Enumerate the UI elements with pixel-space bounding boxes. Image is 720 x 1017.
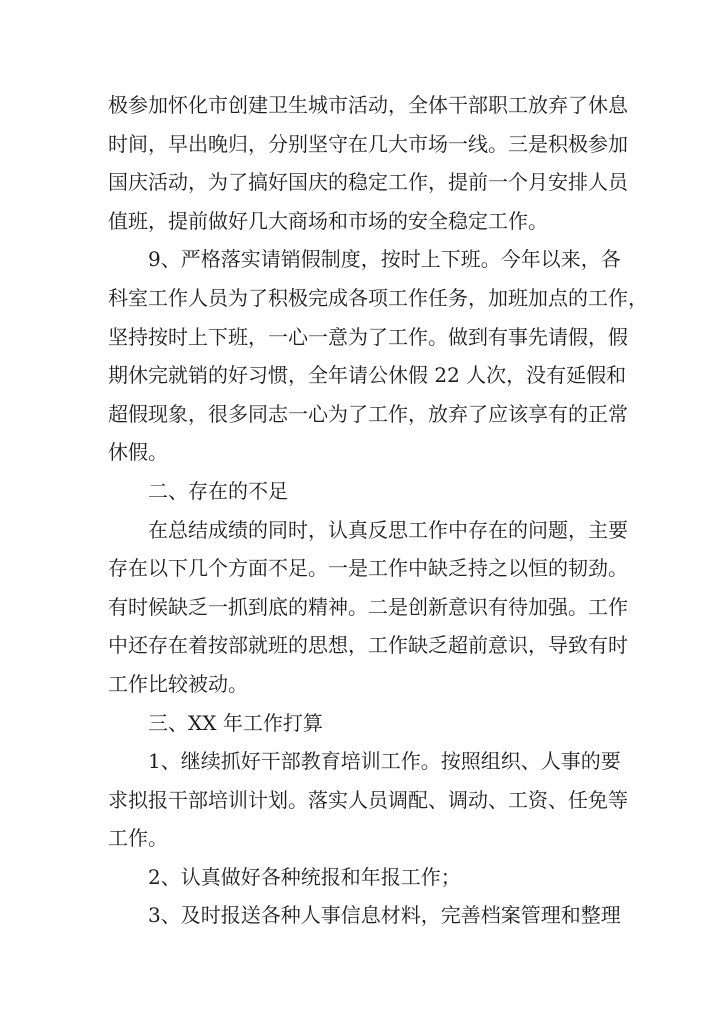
text-line: 求拟报干部培训计划。落实人员调配、调动、工资、任免等: [108, 787, 628, 812]
text-line: 极参加怀化市创建卫生城市活动，全体干部职工放弃了休息: [108, 93, 628, 117]
document-body: [108, 86, 648, 935]
text-line: 坚持按时上下班，一心一意为了工作。做到有事先请假，假: [108, 324, 628, 349]
text-line: 2、认真做好各种统报和年报工作；: [148, 864, 461, 889]
text-line: 3、及时报送各种人事信息材料，完善档案管理和整理: [148, 903, 621, 928]
text-line: 三、XX 年工作打算: [148, 710, 323, 735]
text-line: 中还存在着按部就班的思想，工作缺乏超前意识，导致有时: [108, 633, 628, 658]
text-line: 时间，早出晚归，分别坚守在几大市场一线。三是积极参加: [108, 131, 628, 156]
text-line: 超假现象，很多同志一心为了工作，放弃了应该享有的正常: [108, 401, 628, 426]
text-line: 1、继续抓好干部教育培训工作。按照组织、人事的要: [148, 749, 621, 774]
text-line: 国庆活动，为了搞好国庆的稳定工作，提前一个月安排人员: [108, 170, 628, 195]
text-line: 值班，提前做好几大商场和市场的安全稳定工作。: [108, 208, 548, 233]
text-line: 工作比较被动。: [108, 671, 248, 696]
text-line: 休假。: [108, 440, 168, 465]
text-line: 在总结成绩的同时，认真反思工作中存在的问题，主要: [148, 517, 628, 542]
text-line: 存在以下几个方面不足。一是工作中缺乏持之以恒的韧劲。: [108, 556, 628, 581]
text-line: 有时候缺乏一抓到底的精神。二是创新意识有待加强。工作: [108, 594, 628, 619]
text-line: 9、严格落实请销假制度，按时上下班。今年以来，各: [148, 247, 621, 272]
text-line: 工作。: [108, 826, 168, 851]
text-line: 科室工作人员为了积极完成各项工作任务，加班加点的工作，: [108, 285, 648, 310]
text-line: 期休完就销的好习惯，全年请公休假 22 人次，没有延假和: [108, 363, 627, 388]
text-line: 二、存在的不足: [148, 478, 288, 503]
